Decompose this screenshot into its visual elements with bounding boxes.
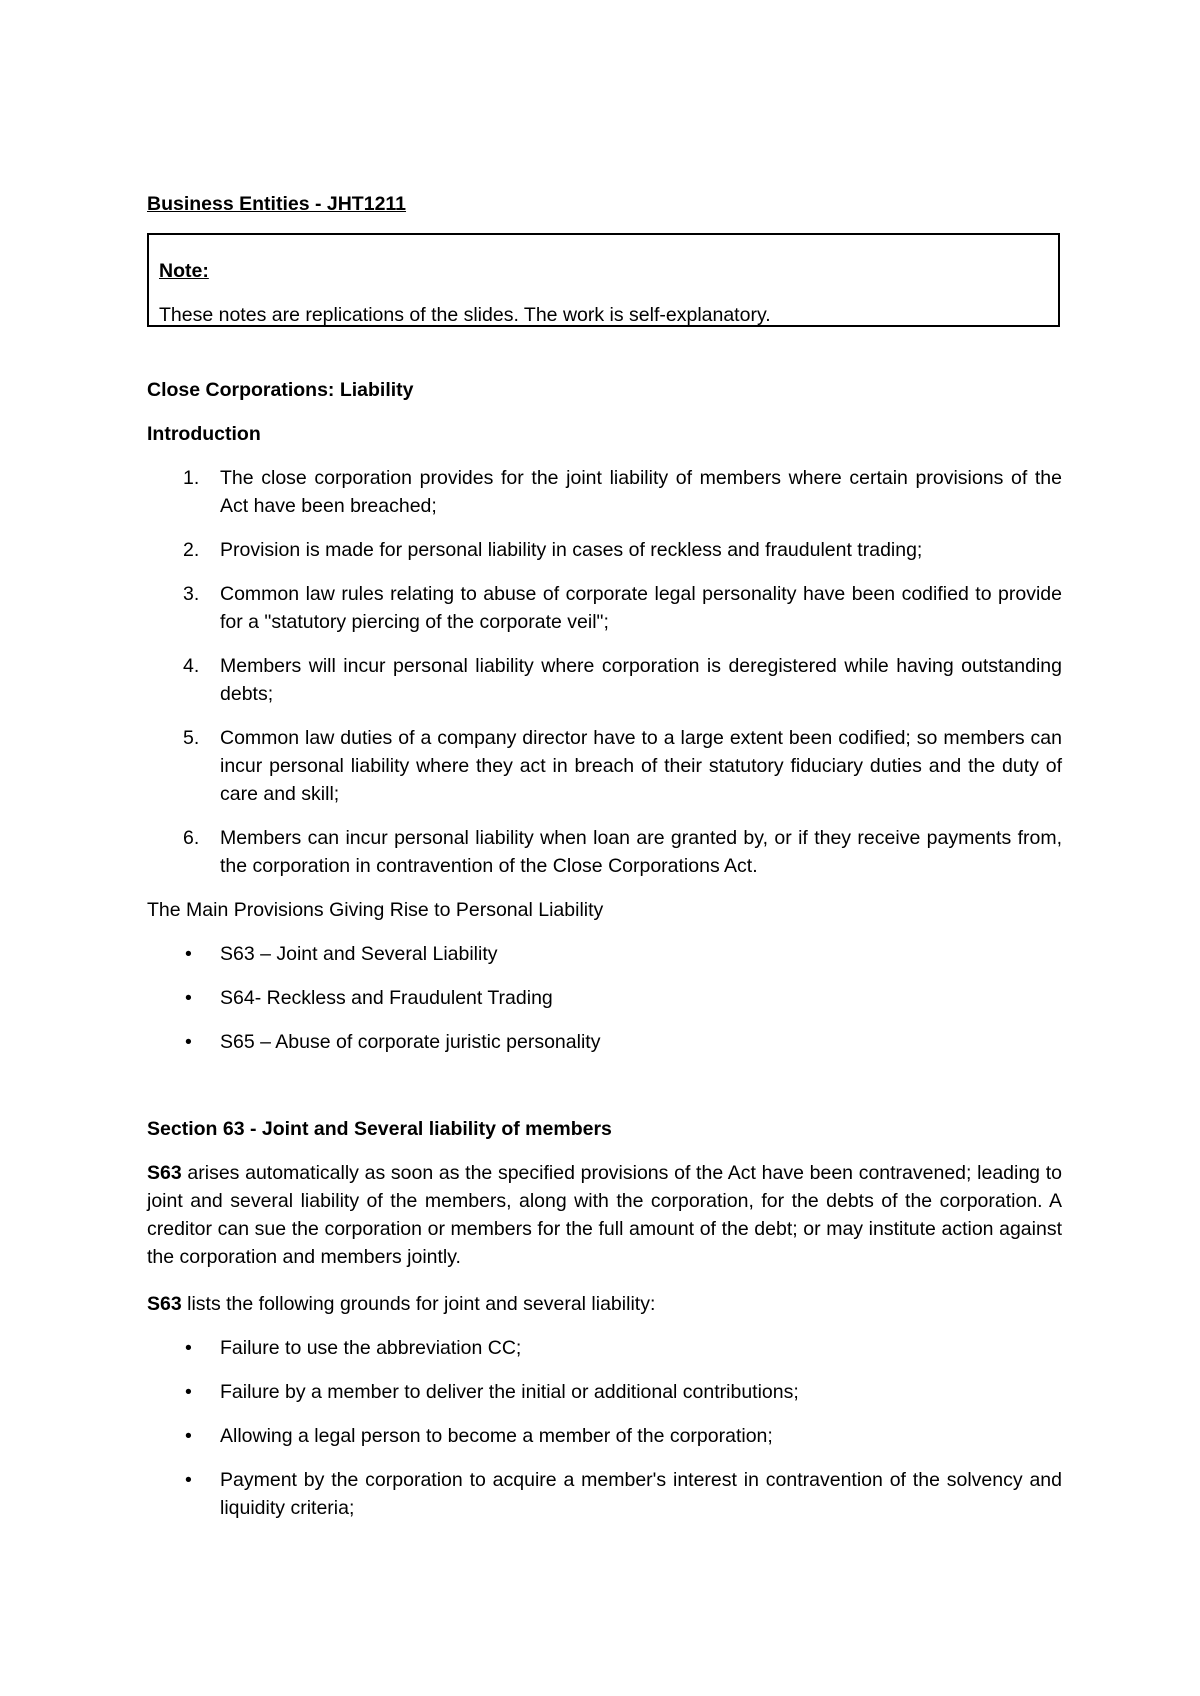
- list-text: Members can incur personal liability when loan are granted by, or if they receive payments from, the corporation in contravention of the Close Corporations Act.: [220, 827, 1062, 877]
- bullet-icon: •: [185, 1337, 192, 1359]
- note-label: Note:: [159, 260, 209, 282]
- list-text: The close corporation provides for the joint liability of members where certain provisions of the Act have been breached;: [220, 467, 1062, 517]
- s63-paragraph: [147, 1159, 1062, 1271]
- s63-label: S63: [147, 1293, 182, 1315]
- s63-label: S63: [147, 1162, 182, 1184]
- note-text: These notes are replications of the slides. The work is self-explanatory.: [159, 304, 771, 326]
- list-text: S65 – Abuse of corporate juristic personality: [220, 1031, 601, 1053]
- list-text: Common law rules relating to abuse of corporate legal personality have been codified to provide for a "statutory piercing of the corporate veil";: [220, 583, 1062, 633]
- list-number: 4.: [183, 655, 200, 677]
- heading-section-63: Section 63 - Joint and Several liability of members: [147, 1118, 612, 1140]
- bullet-icon: •: [185, 987, 192, 1009]
- list-text: S63 – Joint and Several Liability: [220, 943, 498, 965]
- list-text: Failure to use the abbreviation CC;: [220, 1337, 522, 1359]
- bullet-icon: •: [185, 1381, 192, 1403]
- heading-introduction: Introduction: [147, 423, 261, 445]
- list-number: 2.: [183, 539, 200, 561]
- bullet-icon: •: [185, 1469, 192, 1491]
- heading-close-corporations: Close Corporations: Liability: [147, 379, 414, 401]
- main-provisions-heading: The Main Provisions Giving Rise to Personal Liability: [147, 899, 604, 921]
- bullet-icon: •: [185, 1031, 192, 1053]
- s63-grounds-intro: [147, 1290, 1062, 1318]
- bullet-icon: •: [185, 943, 192, 965]
- bullet-icon: •: [185, 1425, 192, 1447]
- list-text: Allowing a legal person to become a member of the corporation;: [220, 1425, 773, 1447]
- list-number: 1.: [183, 467, 200, 489]
- list-text: Members will incur personal liability where corporation is deregistered while having outstanding debts;: [220, 655, 1062, 705]
- list-number: 6.: [183, 827, 200, 849]
- list-number: 5.: [183, 727, 200, 749]
- s63-text: arises automatically as soon as the specified provisions of the Act have been contravened; leading to joint and several liability of the members, along with the corporation, for the debts of the corporation. A creditor can sue the corporation or members for the full amount of the debt; or may institute action against the corporation and members jointly.: [147, 1162, 1062, 1268]
- s63-grounds-text: lists the following grounds for joint and several liability:: [181, 1293, 656, 1315]
- document-title: Business Entities - JHT1211: [147, 193, 407, 215]
- list-text: Common law duties of a company director have to a large extent been codified; so members can incur personal liability where they act in breach of their statutory fiduciary duties and the duty of care and skill;: [220, 727, 1062, 805]
- note-box: [147, 233, 1060, 327]
- list-number: 3.: [183, 583, 200, 605]
- list-text: Failure by a member to deliver the initial or additional contributions;: [220, 1381, 799, 1403]
- list-text: Provision is made for personal liability in cases of reckless and fraudulent trading;: [220, 539, 923, 561]
- list-text: Payment by the corporation to acquire a member's interest in contravention of the solvency and liquidity criteria;: [220, 1469, 1062, 1519]
- list-text: S64- Reckless and Fraudulent Trading: [220, 987, 553, 1009]
